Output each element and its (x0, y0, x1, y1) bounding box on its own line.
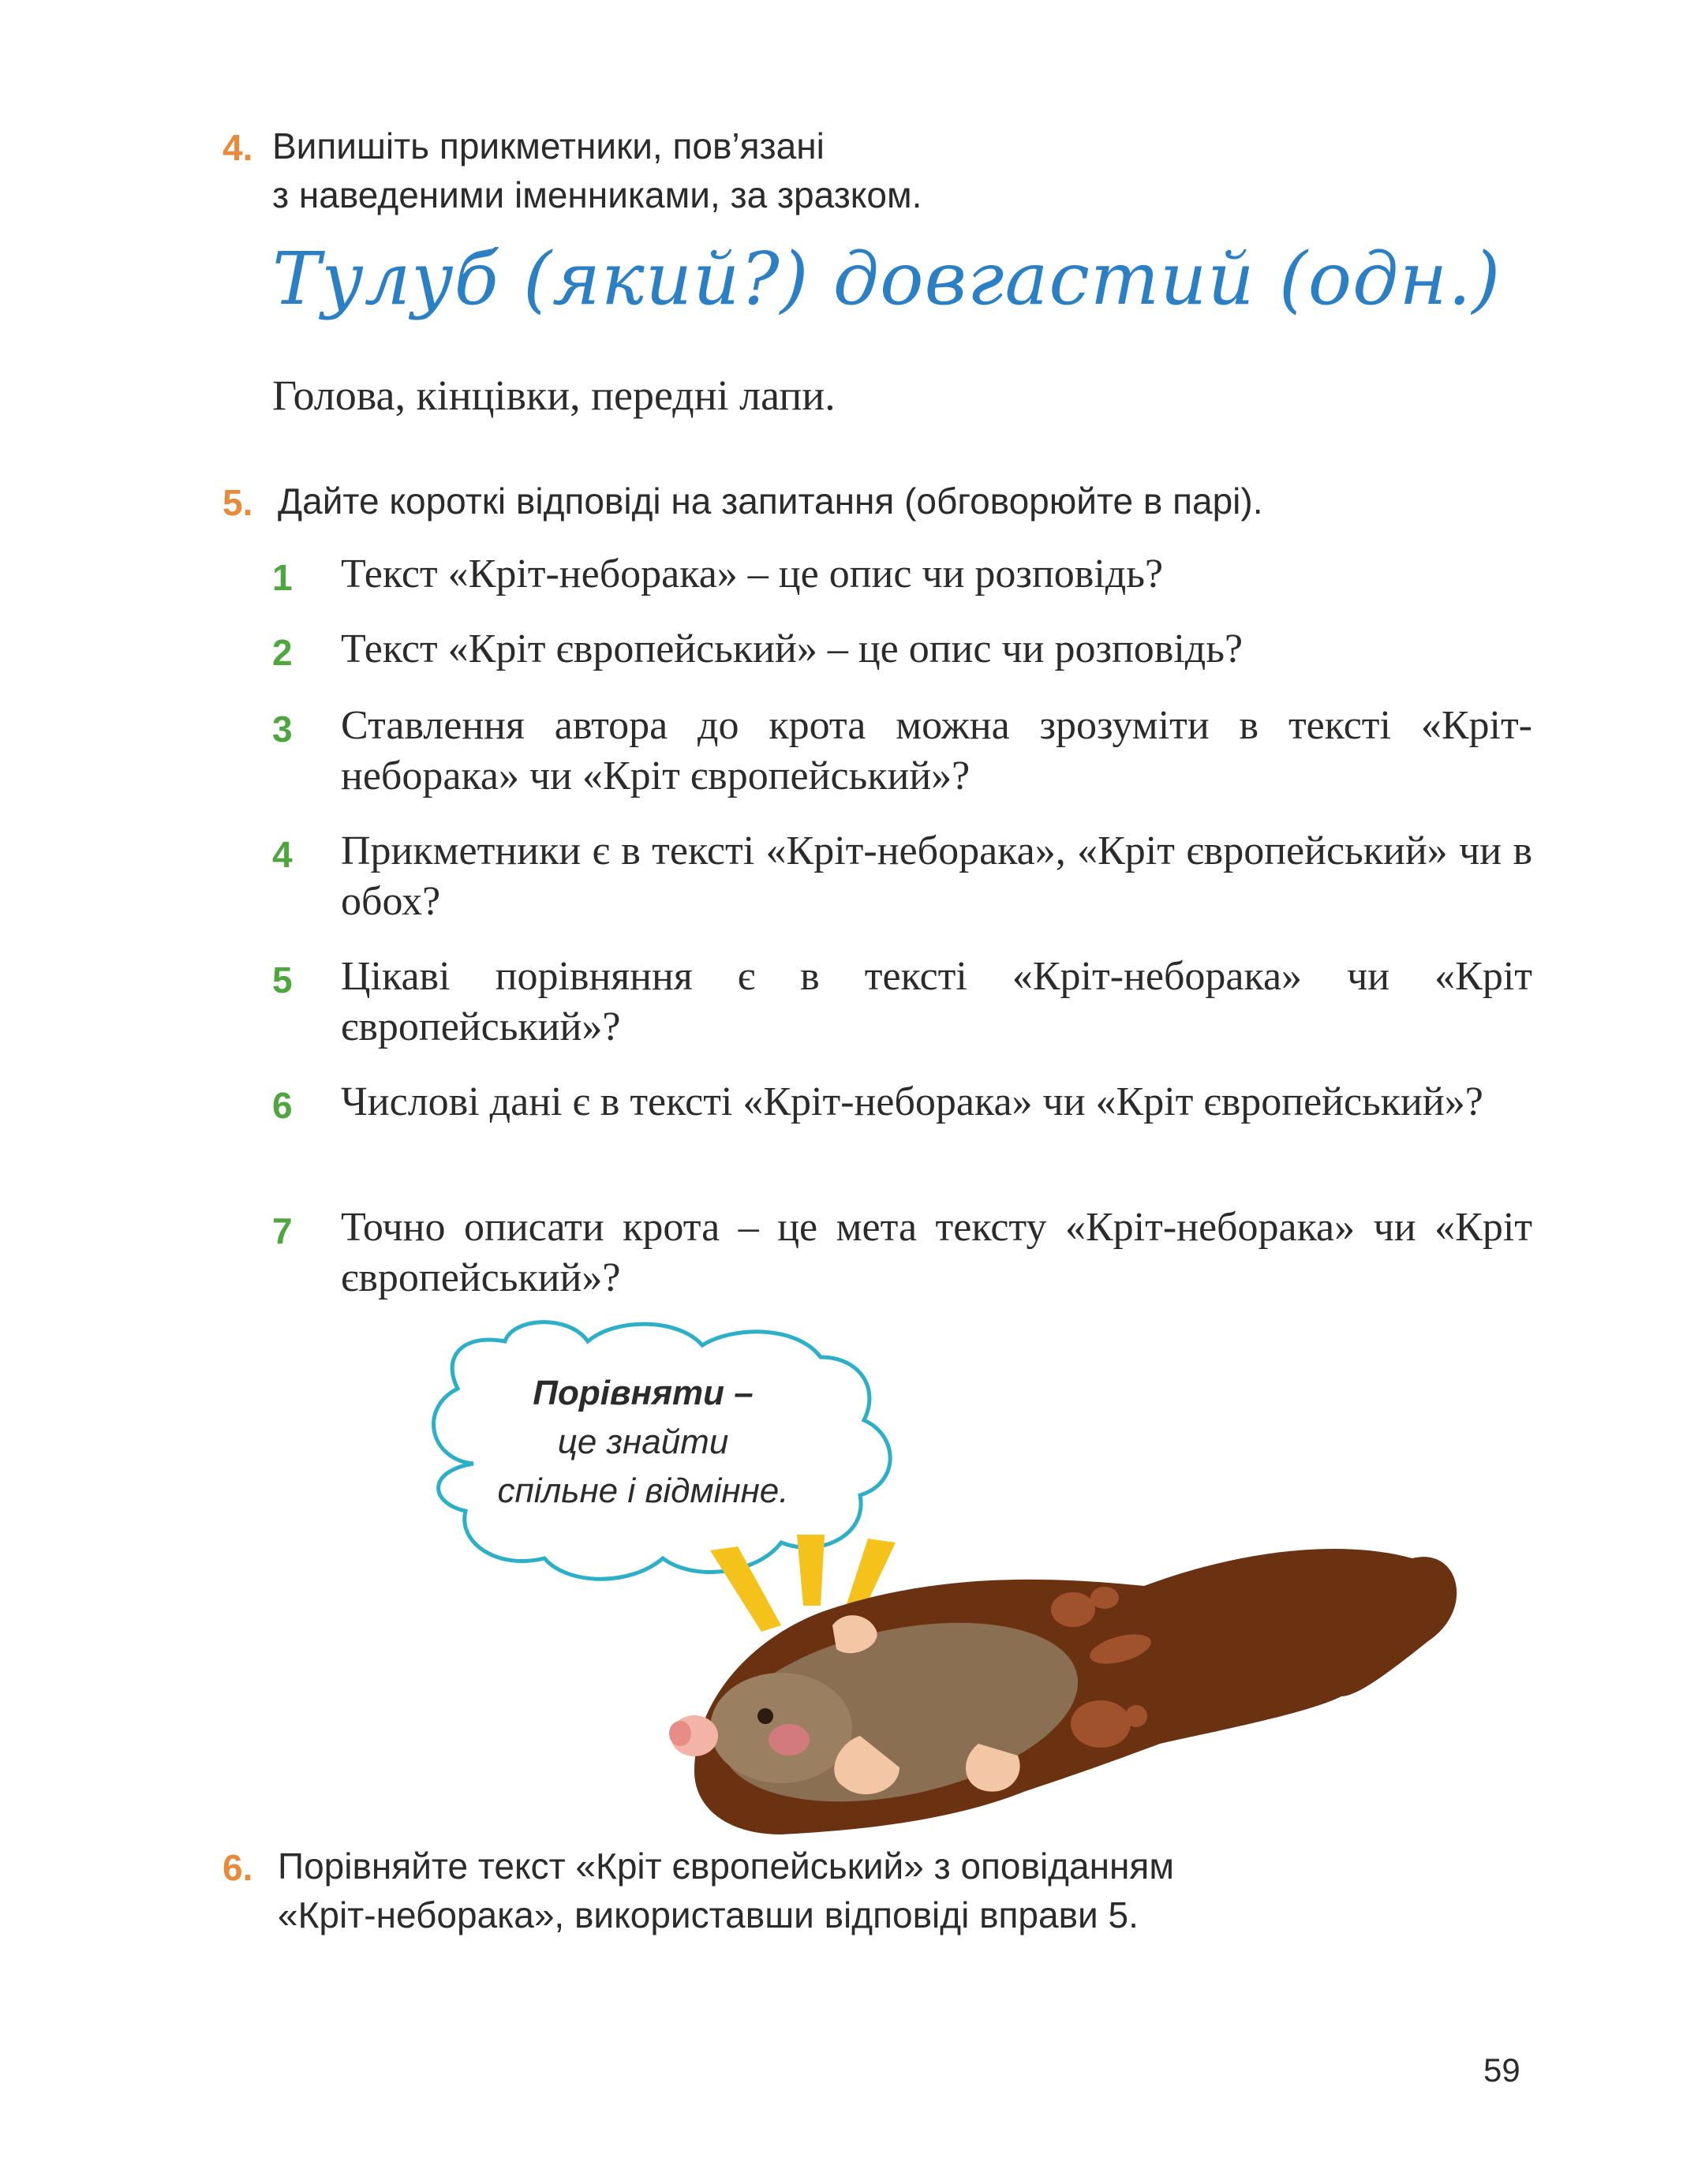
bubble-line-3: спільне і відмінне. (497, 1472, 789, 1510)
task-5-number: 5. (223, 482, 253, 523)
bubble-bold-term: Порівняти – (533, 1374, 754, 1412)
handwritten-example: Тулуб (який?) довгастий (одн.) (272, 237, 1502, 321)
question-3-number: 3 (272, 709, 293, 750)
task-4-number: 4. (223, 127, 253, 168)
question-7-text: Точно описати крота – це мета тексту «Кріт-неборака» чи «Кріт європейський»? (341, 1205, 1532, 1300)
task-6-instruction-line1: Порівняйте текст «Кріт європейський» з оповіданням (278, 1846, 1174, 1887)
question-1-text: Текст «Кріт-неборака» – це опис чи розповідь? (341, 552, 1164, 596)
question-3-text: Ставлення автора до крота можна зрозуміти в тексті «Кріт-неборака» чи «Кріт європейський»? (341, 703, 1532, 798)
task-6-instruction-line2: «Кріт-неборака», використавши відповіді вправи 5. (278, 1894, 1139, 1935)
task-4-instruction-line1: Випишіть прикметники, пов’язані (272, 125, 825, 166)
task-6-number: 6. (223, 1847, 253, 1888)
task-4-instruction-line2: з наведеними іменниками, за зразком. (272, 174, 922, 215)
task-5-instruction: Дайте короткі відповіді на запитання (обговорюйте в парі). (278, 481, 1263, 522)
question-1-number: 1 (272, 557, 293, 598)
question-2-text: Текст «Кріт європейський» – це опис чи розповідь? (341, 626, 1244, 671)
question-4-number: 4 (272, 834, 293, 875)
page-number: 59 (1483, 2051, 1520, 2089)
task-4-nouns: Голова, кінцівки, передні лапи. (272, 372, 836, 419)
question-6-text: Числові дані є в тексті «Кріт-неборака» чи «Кріт європейський»? (341, 1079, 1483, 1124)
bubble-text (438, 1369, 848, 1516)
question-2-number: 2 (272, 632, 293, 673)
question-6-number: 6 (272, 1085, 293, 1126)
question-4-text: Прикметники є в тексті «Кріт-неборака», «Кріт європейський» чи в обох? (341, 828, 1532, 924)
question-5-number: 5 (272, 959, 293, 1000)
question-5-text: Цікаві порівняння є в тексті «Кріт-неборака» чи «Кріт європейський»? (341, 954, 1532, 1049)
bubble-line-2: це знайти (557, 1423, 729, 1461)
question-7-number: 7 (272, 1210, 293, 1251)
